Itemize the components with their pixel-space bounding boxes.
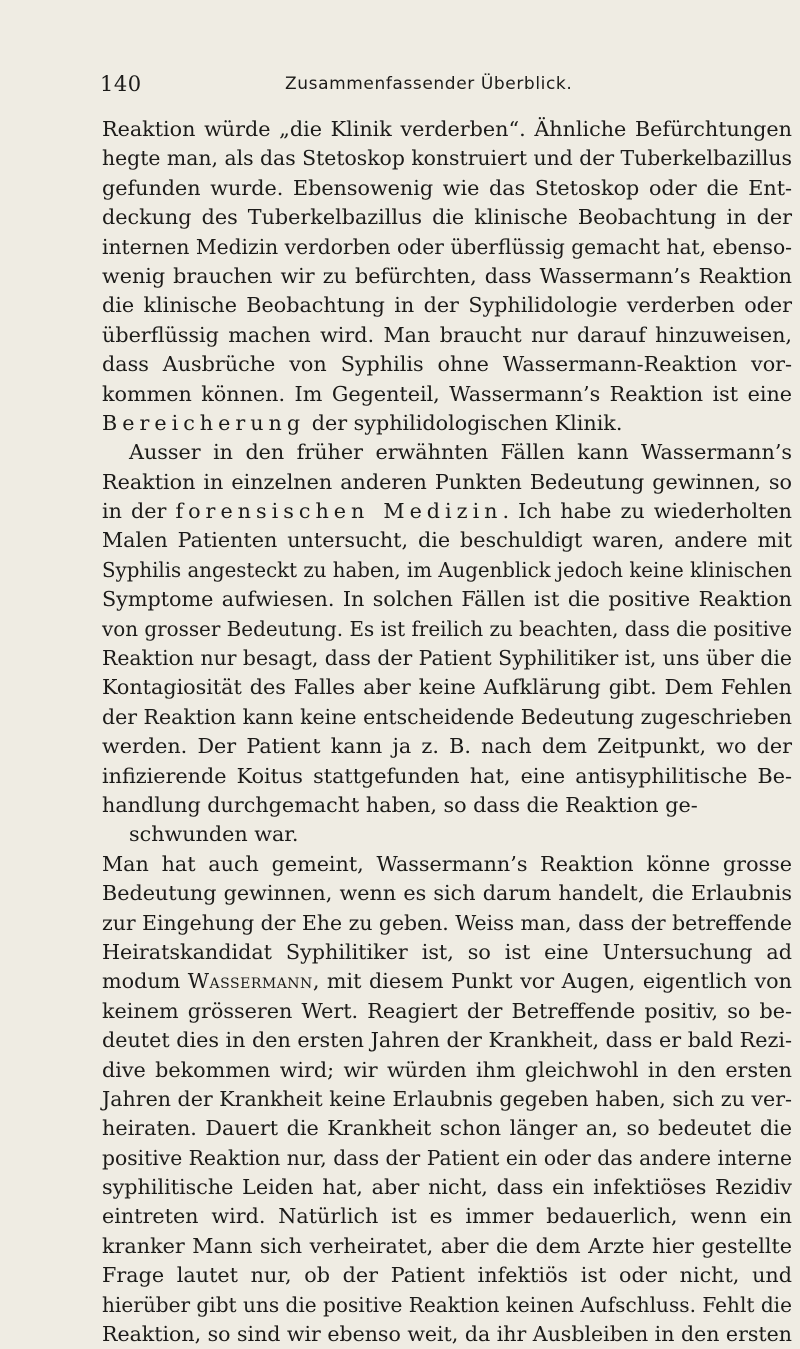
text-line <box>102 497 792 526</box>
text-segment: überflüssig machen wird. Man braucht nur darauf hinzuweisen, <box>102 322 792 347</box>
text-segment: keinem grösseren Wert. Reagiert der Betreffende positiv, so be- <box>102 998 793 1023</box>
text-segment: internen Medizin verdorben oder überflüssig gemacht hat, ebenso- <box>102 234 792 259</box>
text-line <box>102 115 792 144</box>
text-segment: der Reaktion kann keine entscheidende Bedeutung zugeschrieben <box>102 704 792 729</box>
text-line <box>102 203 792 232</box>
text-line <box>102 1056 792 1085</box>
text-segment: Symptome aufwiesen. In solchen Fällen ist die positive Reaktion <box>102 587 792 612</box>
text-line <box>102 762 792 791</box>
text-line <box>102 380 792 409</box>
text-segment: Reaktion nur besagt, dass der Patient Syphilitiker ist, uns über die <box>102 646 792 671</box>
text-line <box>102 673 792 702</box>
text-segment: modum <box>102 969 188 994</box>
text-segment: die klinische Beobachtung in der Syphilidologie verderben oder <box>102 293 793 318</box>
text-line <box>102 1202 792 1231</box>
text-line <box>102 1291 792 1320</box>
text-segment: deutet dies in den ersten Jahren der Krankheit, dass er bald Rezi- <box>102 1028 792 1053</box>
text-line <box>102 850 792 879</box>
text-line <box>102 938 792 967</box>
text-segment: syphilitische Leiden hat, aber nicht, dass ein infektiöses Rezidiv <box>102 1175 792 1200</box>
text-segment: Kontagiosität des Falles aber keine Aufklärung gibt. Dem Fehlen <box>102 675 792 700</box>
text-line <box>102 291 792 320</box>
text-segment: eintreten wird. Natürlich ist es immer bedauerlich, wenn ein <box>102 1204 792 1229</box>
text-segment: Bedeutung gewinnen, wenn es sich darum handelt, die Erlaubnis <box>102 881 793 906</box>
text-line <box>102 820 792 849</box>
text-line <box>102 879 792 908</box>
text-segment: Ausser in den früher erwähnten Fällen kann Wassermann’s <box>129 440 793 465</box>
text-line <box>102 703 792 732</box>
text-segment: , mit diesem Punkt vor Augen, eigentlich von <box>312 969 792 994</box>
text-line <box>102 409 792 438</box>
text-line <box>102 556 792 585</box>
text-line <box>102 1144 792 1173</box>
text-segment: in der <box>102 499 176 524</box>
text-line <box>102 144 792 173</box>
text-segment: der syphilidologischen Klinik. <box>305 410 623 435</box>
text-line <box>102 1232 792 1261</box>
spaced-emphasis: Bereicherung <box>102 410 306 435</box>
text-line <box>102 526 792 555</box>
text-line <box>102 791 792 820</box>
text-segment: infizierende Koitus stattgefunden hat, eine antisyphilitische Be- <box>102 763 792 788</box>
text-line <box>102 350 792 379</box>
text-segment: schwunden war. <box>129 822 299 847</box>
text-line <box>102 468 792 497</box>
text-segment: Malen Patienten untersucht, die beschuldigt waren, andere mit <box>102 528 793 553</box>
text-line <box>102 1085 792 1114</box>
spaced-emphasis: forensischen Medizin <box>175 499 503 524</box>
text-segment: kranker Mann sich verheiratet, aber die dem Arzte hier gestellte <box>102 1233 792 1258</box>
text-line <box>102 1173 792 1202</box>
text-segment: heiraten. Dauert die Krankheit schon länger an, so bedeutet die <box>102 1116 792 1141</box>
text-line <box>102 321 792 350</box>
text-segment: wenig brauchen wir zu befürchten, dass Wassermann’s Reaktion <box>102 263 792 288</box>
text-segment: von grosser Bedeutung. Es ist freilich zu beachten, dass die positive <box>102 616 793 641</box>
page-number: 140 <box>100 72 142 96</box>
text-line <box>102 585 792 614</box>
text-segment: Reaktion würde „die Klinik verderben“. Ähnliche Befürchtungen <box>102 117 792 141</box>
text-segment: Heiratskandidat Syphilitiker ist, so ist eine Untersuchung ad <box>102 939 792 964</box>
running-head: Zusammenfassender Überblick. <box>285 74 573 94</box>
text-segment: Syphilis angesteckt zu haben, im Augenblick jedoch keine klinischen <box>102 557 793 582</box>
text-segment: Reaktion, so sind wir ebenso weit, da ihr Ausbleiben in den ersten <box>102 1322 792 1347</box>
text-segment: Man hat auch gemeint, Wassermann’s Reaktion könne grosse <box>102 851 792 876</box>
text-segment: Jahren der Krankheit keine Erlaubnis gegeben haben, sich zu ver- <box>102 1086 793 1111</box>
text-line <box>102 732 792 761</box>
text-segment: deckung des Tuberkelbazillus die klinische Beobachtung in der <box>102 205 792 230</box>
text-line <box>102 438 792 467</box>
body-text <box>102 115 792 1349</box>
text-line <box>102 967 792 996</box>
small-caps-name: Wassermann <box>187 969 313 994</box>
page-header <box>0 72 800 102</box>
text-line <box>102 997 792 1026</box>
text-segment: hierüber gibt uns die positive Reaktion keinen Aufschluss. Fehlt die <box>102 1292 792 1317</box>
text-line <box>102 174 792 203</box>
text-segment: gefunden wurde. Ebensowenig wie das Stetoskop oder die Ent- <box>102 175 793 200</box>
text-line <box>102 233 792 262</box>
text-line <box>102 1114 792 1143</box>
text-segment: dass Ausbrüche von Syphilis ohne Wassermann-Reaktion vor- <box>102 352 793 377</box>
text-segment: Frage lautet nur, ob der Patient infektiös ist oder nicht, und <box>102 1263 792 1288</box>
text-segment: hegte man, als das Stetoskop konstruiert und der Tuberkelbazillus <box>102 146 793 171</box>
text-segment: . Ich habe zu wiederholten <box>502 499 792 524</box>
text-line <box>102 262 792 291</box>
text-line <box>102 644 792 673</box>
text-line <box>102 909 792 938</box>
text-line <box>102 1320 792 1349</box>
text-segment: handlung durchgemacht haben, so dass die Reaktion ge- <box>102 792 698 817</box>
text-line <box>102 1026 792 1055</box>
text-line <box>102 1261 792 1290</box>
text-segment: Reaktion in einzelnen anderen Punkten Bedeutung gewinnen, so <box>102 469 792 494</box>
text-segment: dive bekommen wird; wir würden ihm gleichwohl in den ersten <box>102 1057 792 1082</box>
text-segment: kommen können. Im Gegenteil, Wassermann’s Reaktion ist eine <box>102 381 793 406</box>
text-segment: zur Eingehung der Ehe zu geben. Weiss man, dass der betreffende <box>102 910 792 935</box>
text-segment: positive Reaktion nur, dass der Patient ein oder das andere interne <box>102 1145 792 1170</box>
text-segment: werden. Der Patient kann ja z. B. nach dem Zeitpunkt, wo der <box>102 734 793 759</box>
text-line <box>102 615 792 644</box>
